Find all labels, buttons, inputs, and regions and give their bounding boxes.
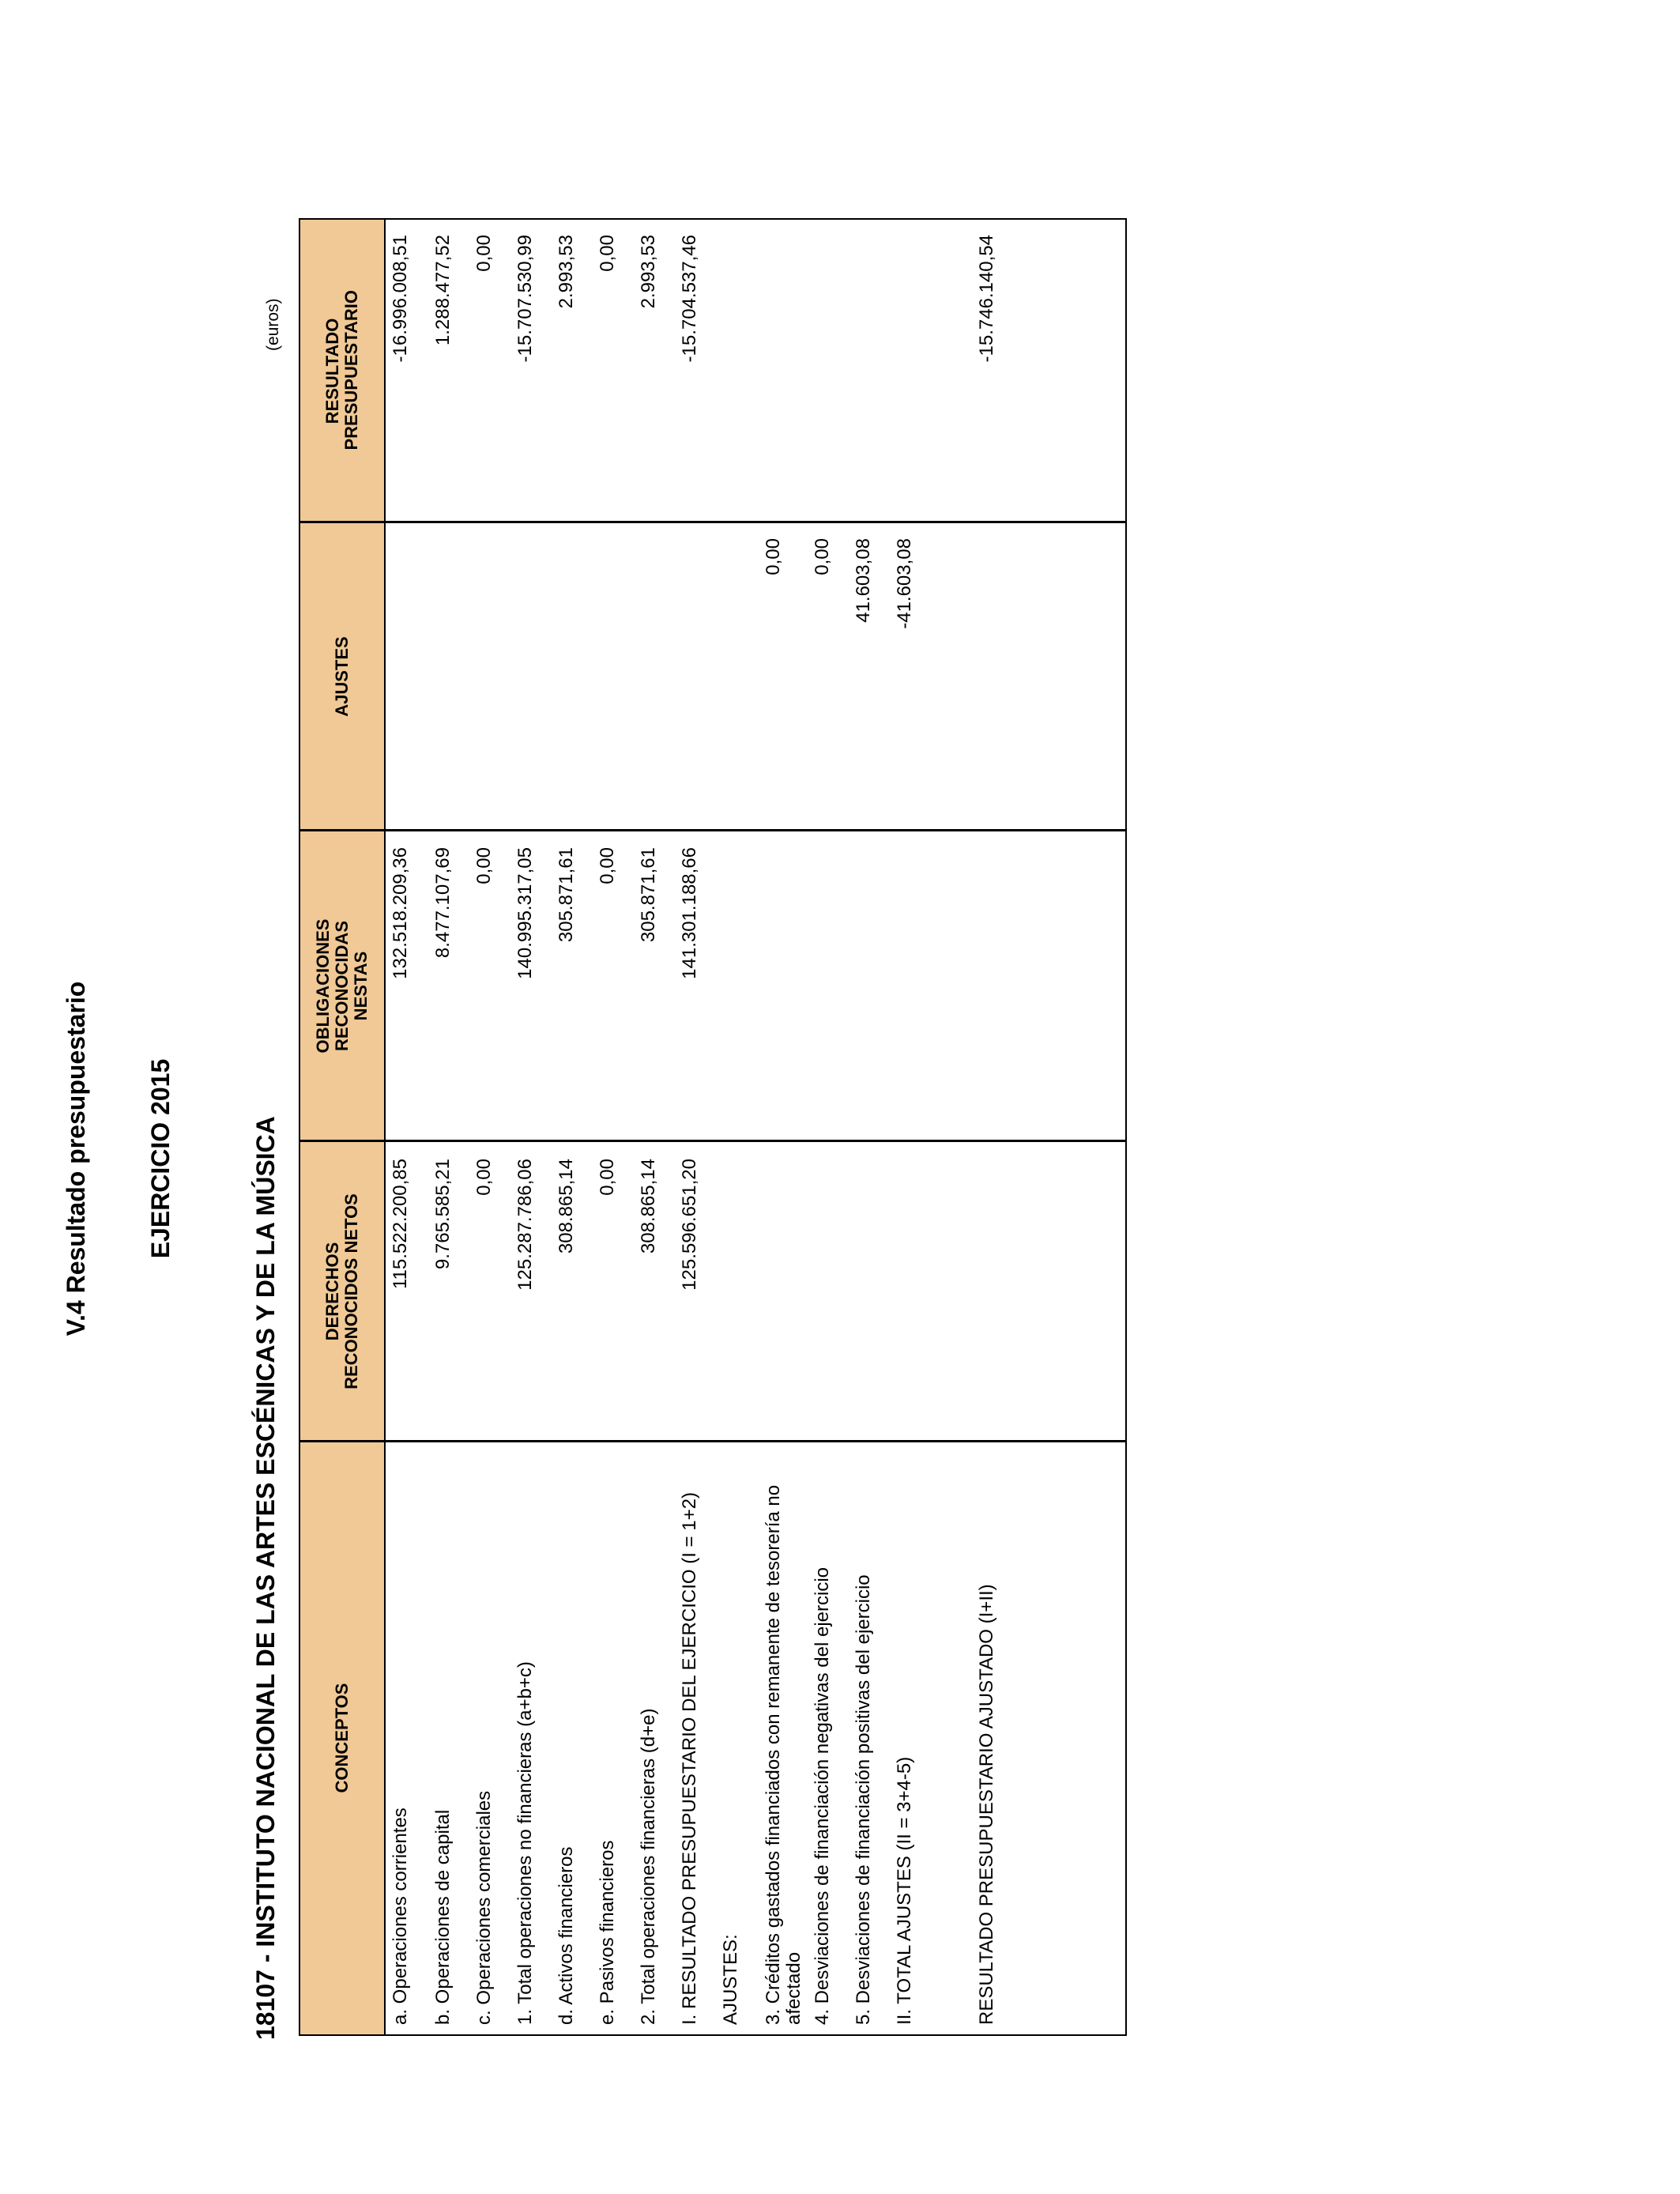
budget-result-table <box>299 218 1127 2036</box>
cell-concepto: 2. Total operaciones financieras (d+e) <box>638 1708 659 2025</box>
header-derechos: DERECHOS RECONOCIDOS NETOS <box>300 1141 386 1442</box>
cell-obligaciones: 8.477.107,69 <box>432 847 454 959</box>
cell-concepto: RESULTADO PRESUPUESTARIO AJUSTADO (I+II) <box>976 1584 997 2025</box>
cell-resultado: -16.996.008,51 <box>390 235 411 363</box>
cell-ajustes: 0,00 <box>763 538 784 575</box>
cell-ajustes: 0,00 <box>812 538 833 575</box>
cell-derechos: 125.596.651,20 <box>679 1159 700 1291</box>
cell-ajustes: 41.603,08 <box>853 538 874 623</box>
cell-derechos: 0,00 <box>597 1159 618 1196</box>
cell-resultado: 0,00 <box>597 235 618 272</box>
column-divider <box>300 521 1125 523</box>
cell-obligaciones: 305.871,61 <box>556 847 577 943</box>
cell-obligaciones: 141.301.188,66 <box>679 847 700 979</box>
cell-concepto: II. TOTAL AJUSTES (II = 3+4-5) <box>894 1756 915 2025</box>
report-title: V.4 Resultado presupuestario <box>62 981 90 1336</box>
cell-derechos: 0,00 <box>473 1159 495 1196</box>
column-divider <box>300 1140 1125 1142</box>
cell-concepto: e. Pasivos financieros <box>597 1840 618 2025</box>
cell-concepto: AJUSTES: <box>720 1934 741 2025</box>
header-resultado: RESULTADO PRESUPUESTARIO <box>300 220 386 522</box>
cell-concepto: 1. Total operaciones no financieras (a+b+c) <box>514 1661 536 2025</box>
cell-concepto: b. Operaciones de capital <box>432 1809 454 2025</box>
cell-concepto: I. RESULTADO PRESUPUESTARIO DEL EJERCICIO (I = 1+2) <box>679 1492 700 2025</box>
cell-resultado: -15.704.537,46 <box>679 235 700 363</box>
cell-resultado: 2.993,53 <box>556 235 577 309</box>
header-conceptos: CONCEPTOS <box>300 1442 386 2034</box>
cell-obligaciones: 0,00 <box>473 847 495 884</box>
cell-derechos: 125.287.786,06 <box>514 1159 536 1291</box>
cell-resultado: -15.746.140,54 <box>976 235 997 363</box>
units-label: (euros) <box>264 298 282 351</box>
cell-concepto: a. Operaciones corrientes <box>390 1808 411 2025</box>
header-obligaciones: OBLIGACIONES RECONOCIDAS NESTAS <box>300 831 386 1141</box>
cell-concepto: d. Activos financieros <box>556 1846 577 2025</box>
exercise-year: EJERCICIO 2015 <box>146 1058 175 1259</box>
rotated-page-content <box>0 123 1680 2194</box>
cell-resultado: 2.993,53 <box>638 235 659 309</box>
cell-concepto: 5. Desviaciones de financiación positivas del ejercicio <box>853 1574 874 2025</box>
cell-concepto: 4. Desviaciones de financiación negativas del ejercicio <box>812 1567 833 2025</box>
cell-derechos: 115.522.200,85 <box>390 1159 411 1290</box>
cell-ajustes: -41.603,08 <box>894 538 915 629</box>
column-divider <box>300 829 1125 831</box>
cell-resultado: 0,00 <box>473 235 495 272</box>
entity-name: 18107 - INSTITUTO NACIONAL DE LAS ARTES ESCÉNICAS Y DE LA MÚSICA <box>251 1116 280 2040</box>
cell-concepto: c. Operaciones comerciales <box>473 1790 495 2025</box>
cell-derechos: 308.865,14 <box>638 1159 659 1254</box>
cell-derechos: 9.765.585,21 <box>432 1159 454 1270</box>
cell-concepto: 3. Créditos gastados financiados con remanente de tesorería no afectado <box>763 1484 804 2025</box>
cell-obligaciones: 0,00 <box>597 847 618 884</box>
header-ajustes: AJUSTES <box>300 522 386 831</box>
cell-derechos: 308.865,14 <box>556 1159 577 1254</box>
cell-obligaciones: 305.871,61 <box>638 847 659 943</box>
cell-obligaciones: 140.995.317,05 <box>514 847 536 979</box>
cell-obligaciones: 132.518.209,36 <box>390 847 411 979</box>
column-divider <box>300 1440 1125 1442</box>
cell-resultado: 1.288.477,52 <box>432 235 454 346</box>
cell-resultado: -15.707.530,99 <box>514 235 536 363</box>
